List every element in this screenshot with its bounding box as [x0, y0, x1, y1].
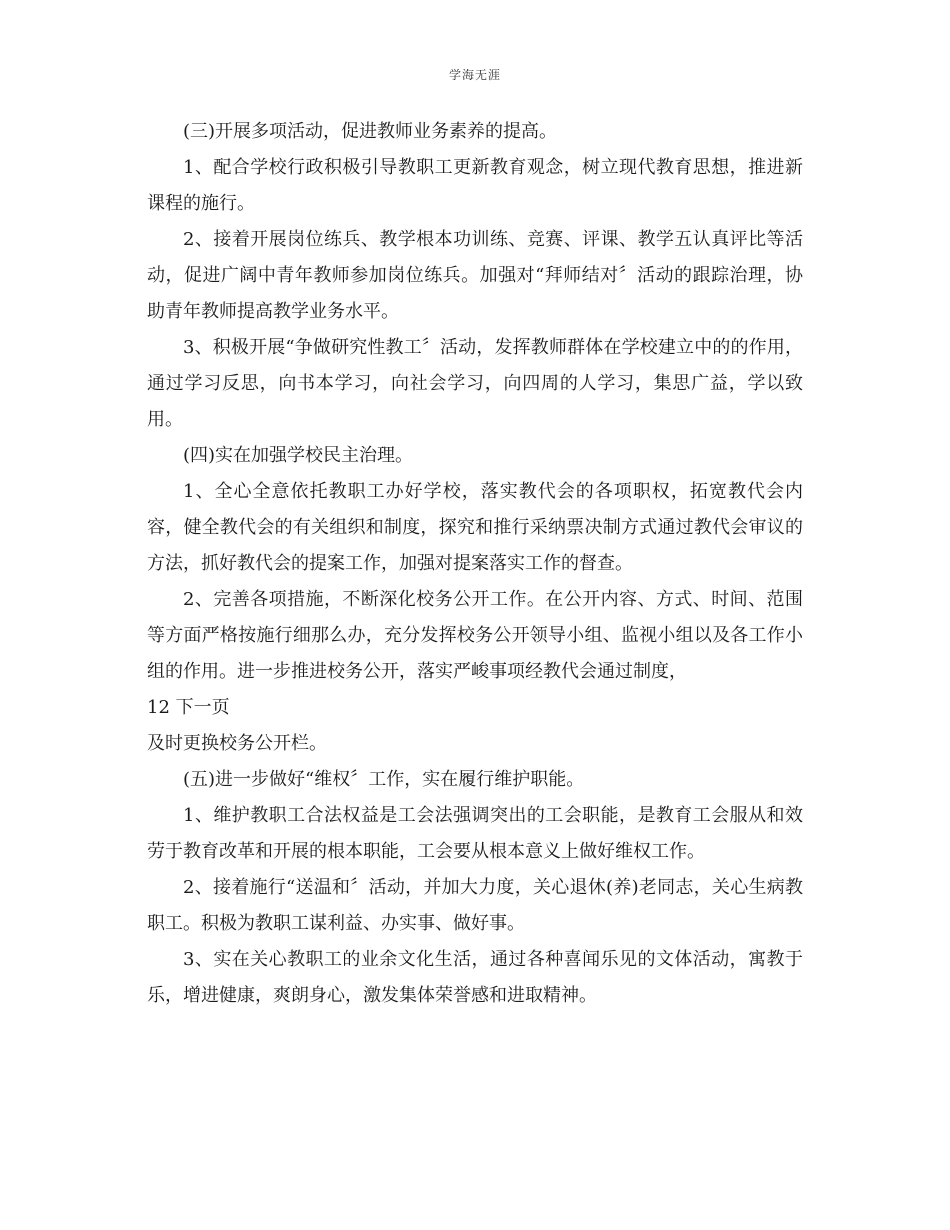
paragraph: 1、配合学校行政积极引导教职工更新教育观念，树立现代教育思想，推进新课程的施行。	[147, 157, 803, 214]
document-body	[147, 114, 803, 1014]
section-heading-5: (五)进一步做好“维权〞工作，实在履行维护职能。	[183, 769, 585, 790]
section-heading-4: (四)实在加强学校民主治理。	[183, 445, 414, 466]
paragraph: 2、接着开展岗位练兵、教学根本功训练、竞赛、评课、教学五认真评比等活动，促进广阔中青年教师参加岗位练兵。加强对“拜师结对〞活动的跟踪治理，协助青年教师提高教学业务水平。	[147, 229, 803, 322]
paragraph: 1、维护教职工合法权益是工会法强调突出的工会职能，是教育工会服从和效劳于教育改革和开展的根本职能，工会要从根本意义上做好维权工作。	[147, 805, 803, 862]
paragraph-continuation: 及时更换校务公开栏。	[147, 733, 327, 754]
paragraph: 2、完善各项措施，不断深化校务公开工作。在公开内容、方式、时间、范围等方面严格按施行细那么办，充分发挥校务公开领导小组、监视小组以及各工作小组的作用。进一步推进校务公开，落实严峻事项经教代会通过制度，	[147, 589, 803, 682]
section-heading-3: (三)开展多项活动，促进教师业务素养的提高。	[183, 121, 558, 142]
page-nav-link[interactable]: 12 下一页	[147, 697, 230, 718]
paragraph: 1、全心全意依托教职工办好学校，落实教代会的各项职权，拓宽教代会内容，健全教代会的有关组织和制度，探究和推行采纳票决制方式通过教代会审议的方法，抓好教代会的提案工作，加强对提案落实工作的督查。	[147, 481, 803, 574]
paragraph: 3、实在关心教职工的业余文化生活，通过各种喜闻乐见的文体活动，寓教于乐，增进健康，爽朗身心，激发集体荣誉感和进取精神。	[147, 949, 803, 1006]
paragraph: 2、接着施行“送温和〞活动，并加大力度，关心退休(养)老同志，关心生病教职工。积极为教职工谋利益、办实事、做好事。	[147, 877, 803, 934]
paragraph: 3、积极开展“争做研究性教工〞活动，发挥教师群体在学校建立中的的作用，通过学习反思，向书本学习，向社会学习，向四周的人学习，集思广益，学以致用。	[147, 337, 803, 430]
page-header: 学海无涯	[448, 68, 501, 82]
